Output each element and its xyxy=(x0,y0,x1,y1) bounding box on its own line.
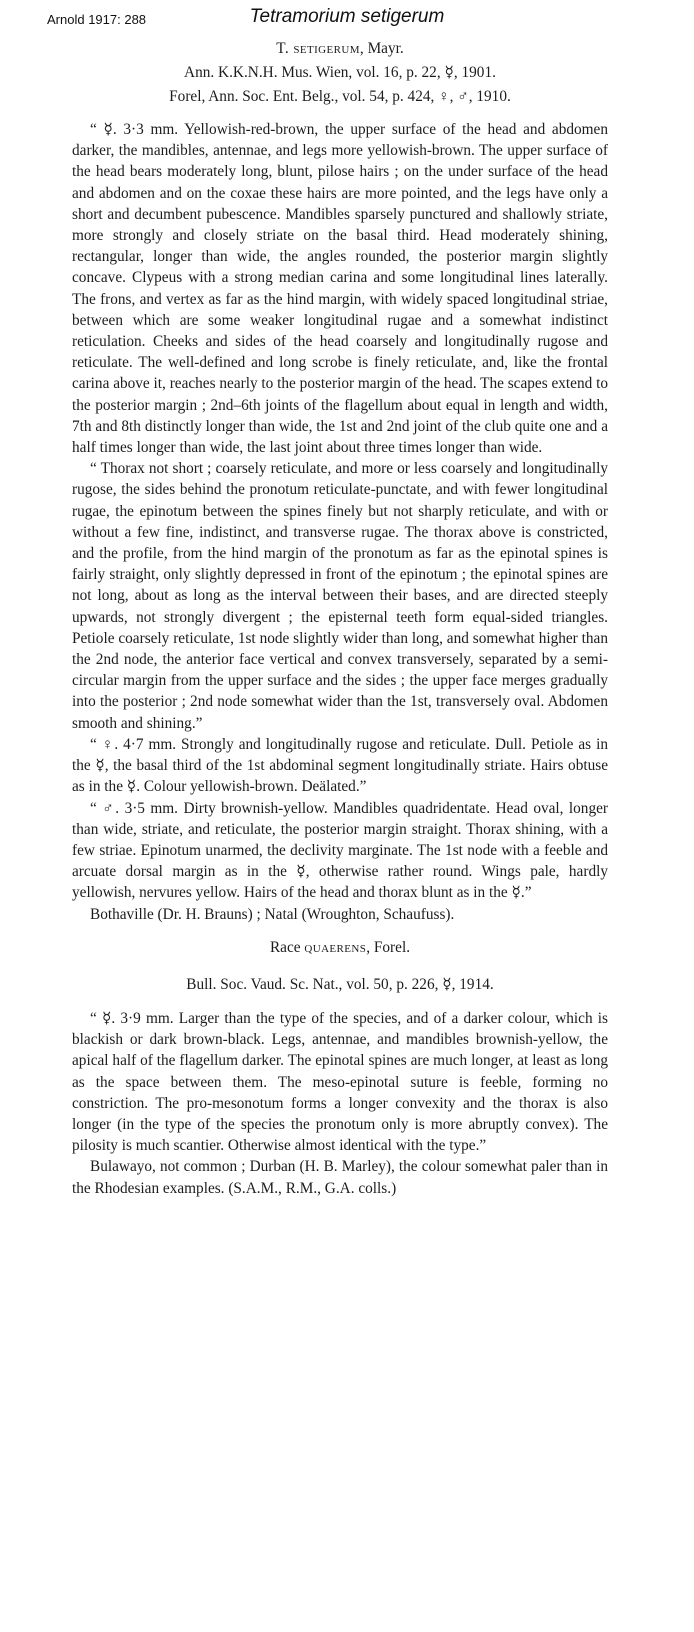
species-heading: T. setigerum, Mayr. xyxy=(276,40,404,57)
race-prefix: Race xyxy=(269,938,301,956)
document-body xyxy=(72,38,608,1199)
male-description: “ ♂. 3·5 mm. Dirty brownish-yellow. Mandibles quadridentate. Head oval, longer than wide, striate, and reticulate, the posterior margin straight. Thorax shining, with a few striae. Epinotum unarmed, the declivity marginate. The 1st node with a feeble and arcuate dorsal margin as in the ☿, otherwise rather round. Wings pale, hardly yellowish, nervures yellow. Hairs of the head and thorax blunt as in the ☿.” xyxy=(72,799,608,902)
species-author: Mayr. xyxy=(367,40,404,57)
race-citation: Bull. Soc. Vaud. Sc. Nat., vol. 50, p. 226, ☿, 1914. xyxy=(186,976,494,994)
race-author: , Forel. xyxy=(366,938,411,956)
citation-original: Ann. K.K.N.H. Mus. Wien, vol. 16, p. 22, ☿, 1901. xyxy=(184,64,496,81)
document-title: Tetramorium setigerum xyxy=(249,6,445,27)
citation-forel: Forel, Ann. Soc. Ent. Belg., vol. 54, p. 424, ♀, ♂, 1910. xyxy=(169,88,511,105)
race-heading xyxy=(72,937,608,959)
worker-description: “ ☿. 3·3 mm. Yellowish-red-brown, the upper surface of the head and abdomen darker, the mandibles, antennae, and legs more yellowish-brown. The upper surface of the head bears moderately long, blunt, pilose hairs ; on the under surface of the head and abdomen and on the coxae these hairs are more pointed, and the legs have only a short and decumbent pubescence. Mandibles sparsely punctured and shallowly striate, more strongly and closely striate on the basal third. Head moderately shining, rectangular, longer than wide, the angles rounded, the posterior margin slightly concave. Clypeus with a strong median carina and some longitudinal lines laterally. The frons, and vertex as far as the hind margin, with widely spaced longitudinal striae, between which are some weaker longitudinal rugae and a somewhat indistinct reticulation. Cheeks and sides of the head coarsely and longitudinally rugose and reticulate. The well-defined and long scrobe is finely reticulate, and, like the frontal carina above it, reaches nearly to the posterior margin of the head. The scapes extend to the posterior margin ; 2nd–6th joints of the flagellum about equal in length and width, 7th and 8th distinctly longer than wide, the 1st and 2nd joint of the club quite one and a half times longer than wide, the last joint about three times longer than wide. xyxy=(72,121,608,457)
source-reference: Arnold 1917: 288 xyxy=(47,12,147,27)
race-name: quaerens xyxy=(304,938,367,956)
female-description: “ ♀. 4·7 mm. Strongly and longitudinally rugose and reticulate. Dull. Petiole as in the ☿, the basal third of the 1st abdominal segment longitudinally striate. Hairs obtuse as in the ☿. Colour yellowish-brown. Deälated.” xyxy=(72,735,608,796)
species-name: T. setigerum xyxy=(276,40,360,57)
locality-records: Bothaville (Dr. H. Brauns) ; Natal (Wroughton, Schaufuss). xyxy=(90,905,455,923)
thorax-description: “ Thorax not short ; coarsely reticulate, and more or less coarsely and longitudinally rugose, the sides behind the pronotum reticulate-punctate, and with fewer longitudinal rugae, the epinotum between the spines finely but not sharply reticulate, and with or without a few fine, indistinct, and transverse rugae. The thorax above is constricted, and the profile, from the hind margin of the pronotum as far as the epinotal spines is fairly straight, only slightly depressed in front of the epinotum ; the epinotal spines are not long, about as long as the interval between their bases, and are directed steeply upwards, not strongly divergent ; the episternal teeth form equal-sided triangles. Petiole coarsely reticulate, 1st node slightly wider than long, and somewhat higher than the 2nd node, the anterior face vertical and convex transversely, separated by a semi-circular margin from the upper surface and the sides ; the upper face merges gradually into the posterior ; 2nd node somewhat wider than the 1st, transversely oval. Abdomen smooth and shining.” xyxy=(72,460,608,732)
race-worker-description: “ ☿. 3·9 mm. Larger than the type of the species, and of a darker colour, which is blackish or dark brown-black. Legs, antennae, and mandibles brownish-yellow, the apical half of the flagellum darker. The epinotal spines are much longer, at least as long as the space between them. The meso-epinotal suture is feeble, forming no constriction. The pro-mesonotum forms a longer convexity and the thorax is also longer (in the type of the species the pronotum only is more abruptly convex). The pilosity is much scantier. Otherwise almost identical with the type.” xyxy=(72,1010,608,1155)
race-locality-records: Bulawayo, not common ; Durban (H. B. Marley), the colour somewhat paler than in the Rhodesian examples. (S.A.M., R.M., G.A. colls.) xyxy=(72,1158,608,1197)
